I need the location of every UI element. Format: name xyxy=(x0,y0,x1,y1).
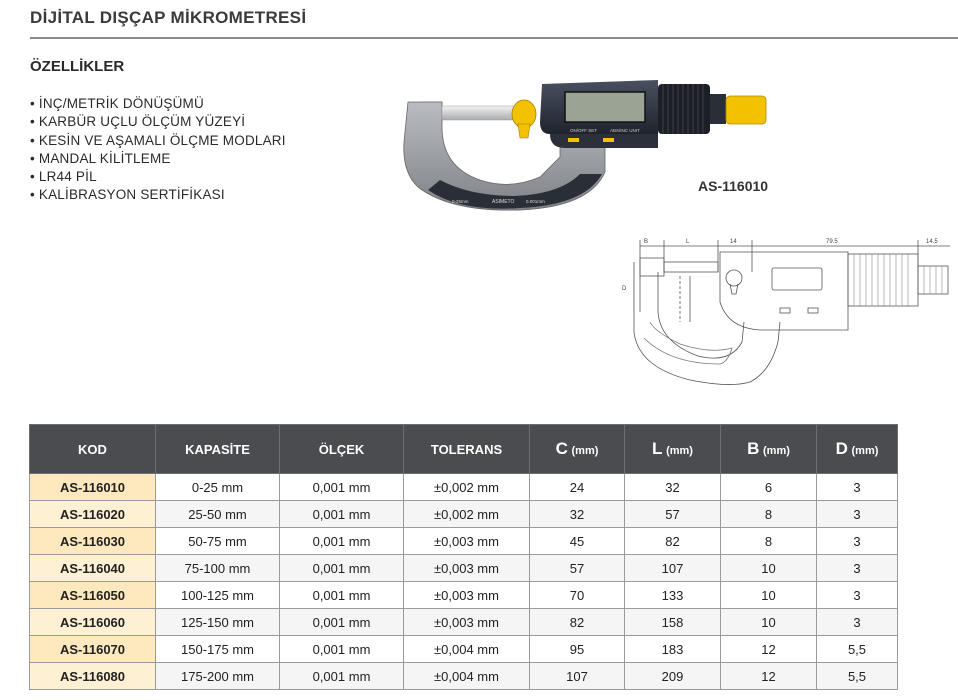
header-b: B (mm) xyxy=(721,425,817,474)
header-tolerans: TOLERANS xyxy=(404,425,530,474)
header-olcek: ÖLÇEK xyxy=(280,425,404,474)
cell-l: 133 xyxy=(625,582,721,609)
cell-tolerance: ±0,002 mm xyxy=(404,474,530,501)
feature-item: • İNÇ/METRİK DÖNÜŞÜMÜ xyxy=(30,95,286,113)
dim-label-l: L xyxy=(686,239,690,245)
cell-d: 5,5 xyxy=(817,636,898,663)
cell-code: AS-116020 xyxy=(30,501,156,528)
cell-scale: 0,001 mm xyxy=(280,582,404,609)
cell-d: 3 xyxy=(817,582,898,609)
dim-label-b: B xyxy=(644,239,649,245)
cell-c: 95 xyxy=(530,636,625,663)
abs-inc-unit-label: ABS/INC UNIT xyxy=(610,128,640,133)
cell-c: 32 xyxy=(530,501,625,528)
cell-l: 209 xyxy=(625,663,721,690)
cell-b: 12 xyxy=(721,636,817,663)
cell-l: 32 xyxy=(625,474,721,501)
cell-d: 5,5 xyxy=(817,663,898,690)
cell-code: AS-116070 xyxy=(30,636,156,663)
dim-label-14-5: 14.5 xyxy=(926,239,938,245)
cell-b: 8 xyxy=(721,528,817,555)
table-row xyxy=(30,636,898,663)
page-title: DİJİTAL DIŞÇAP MİKROMETRESİ xyxy=(30,8,307,27)
cell-d: 3 xyxy=(817,474,898,501)
table-row xyxy=(30,555,898,582)
cell-code: AS-116030 xyxy=(30,528,156,555)
cell-c: 45 xyxy=(530,528,625,555)
cell-l: 107 xyxy=(625,555,721,582)
cell-tolerance: ±0,002 mm xyxy=(404,501,530,528)
cell-scale: 0,001 mm xyxy=(280,555,404,582)
cell-l: 183 xyxy=(625,636,721,663)
cell-scale: 0,001 mm xyxy=(280,609,404,636)
cell-tolerance: ±0,003 mm xyxy=(404,609,530,636)
button-on-off xyxy=(568,138,579,142)
specifications-table xyxy=(29,424,898,690)
cell-b: 12 xyxy=(721,663,817,690)
cell-tolerance: ±0,004 mm xyxy=(404,636,530,663)
table-row xyxy=(30,528,898,555)
cell-d: 3 xyxy=(817,528,898,555)
cell-b: 10 xyxy=(721,555,817,582)
header-kapasite: KAPASİTE xyxy=(156,425,280,474)
table-row xyxy=(30,663,898,690)
cell-c: 24 xyxy=(530,474,625,501)
feature-item: • MANDAL KİLİTLEME xyxy=(30,150,286,168)
features-heading: ÖZELLİKLER xyxy=(30,58,125,75)
table-header-row xyxy=(30,425,898,474)
header-l: L (mm) xyxy=(625,425,721,474)
cell-capacity: 25-50 mm xyxy=(156,501,280,528)
table-row xyxy=(30,582,898,609)
header-d: D (mm) xyxy=(817,425,898,474)
cell-code: AS-116050 xyxy=(30,582,156,609)
button-abs-inc xyxy=(603,138,614,142)
model-label: AS-116010 xyxy=(698,178,769,194)
cell-capacity: 0-25 mm xyxy=(156,474,280,501)
dim-label-d: D xyxy=(622,286,627,292)
frame-capacity-text: 0-25mm xyxy=(452,199,469,204)
on-off-set-label: ON/OFF SET xyxy=(570,128,597,133)
features-list xyxy=(30,95,286,205)
cell-c: 70 xyxy=(530,582,625,609)
cell-code: AS-116080 xyxy=(30,663,156,690)
cell-capacity: 175-200 mm xyxy=(156,663,280,690)
cell-scale: 0,001 mm xyxy=(280,636,404,663)
cell-capacity: 100-125 mm xyxy=(156,582,280,609)
cell-l: 158 xyxy=(625,609,721,636)
title-divider xyxy=(30,37,958,39)
cell-d: 3 xyxy=(817,501,898,528)
cell-l: 82 xyxy=(625,528,721,555)
cell-tolerance: ±0,003 mm xyxy=(404,582,530,609)
technical-drawing xyxy=(620,232,950,397)
cell-b: 10 xyxy=(721,582,817,609)
table-row xyxy=(30,501,898,528)
cell-b: 6 xyxy=(721,474,817,501)
cell-d: 3 xyxy=(817,555,898,582)
cell-b: 8 xyxy=(721,501,817,528)
cell-code: AS-116010 xyxy=(30,474,156,501)
cell-b: 10 xyxy=(721,609,817,636)
cell-tolerance: ±0,003 mm xyxy=(404,528,530,555)
cell-scale: 0,001 mm xyxy=(280,663,404,690)
feature-item: • LR44 PİL xyxy=(30,168,286,186)
dim-label-79-5: 79.5 xyxy=(826,239,838,245)
frame-resolution-text: 0.001mm xyxy=(526,199,545,204)
table-row xyxy=(30,609,898,636)
cell-capacity: 150-175 mm xyxy=(156,636,280,663)
cell-code: AS-116060 xyxy=(30,609,156,636)
cell-c: 57 xyxy=(530,555,625,582)
cell-capacity: 75-100 mm xyxy=(156,555,280,582)
cell-code: AS-116040 xyxy=(30,555,156,582)
table-row xyxy=(30,474,898,501)
cell-tolerance: ±0,003 mm xyxy=(404,555,530,582)
cell-capacity: 50-75 mm xyxy=(156,528,280,555)
dim-label-14: 14 xyxy=(730,239,737,245)
feature-item: • KARBÜR UÇLU ÖLÇÜM YÜZEYİ xyxy=(30,113,286,131)
feature-item: • KESİN VE AŞAMALI ÖLÇME MODLARI xyxy=(30,132,286,150)
cell-scale: 0,001 mm xyxy=(280,528,404,555)
cell-c: 107 xyxy=(530,663,625,690)
header-c: C (mm) xyxy=(530,425,625,474)
cell-d: 3 xyxy=(817,609,898,636)
frame-brand-text: ASIMETO xyxy=(492,199,515,205)
cell-l: 57 xyxy=(625,501,721,528)
feature-item: • KALİBRASYON SERTİFİKASI xyxy=(30,186,286,204)
cell-c: 82 xyxy=(530,609,625,636)
cell-scale: 0,001 mm xyxy=(280,474,404,501)
cell-capacity: 125-150 mm xyxy=(156,609,280,636)
cell-scale: 0,001 mm xyxy=(280,501,404,528)
micrometer-photo xyxy=(400,72,772,222)
cell-tolerance: ±0,004 mm xyxy=(404,663,530,690)
header-kod: KOD xyxy=(30,425,156,474)
